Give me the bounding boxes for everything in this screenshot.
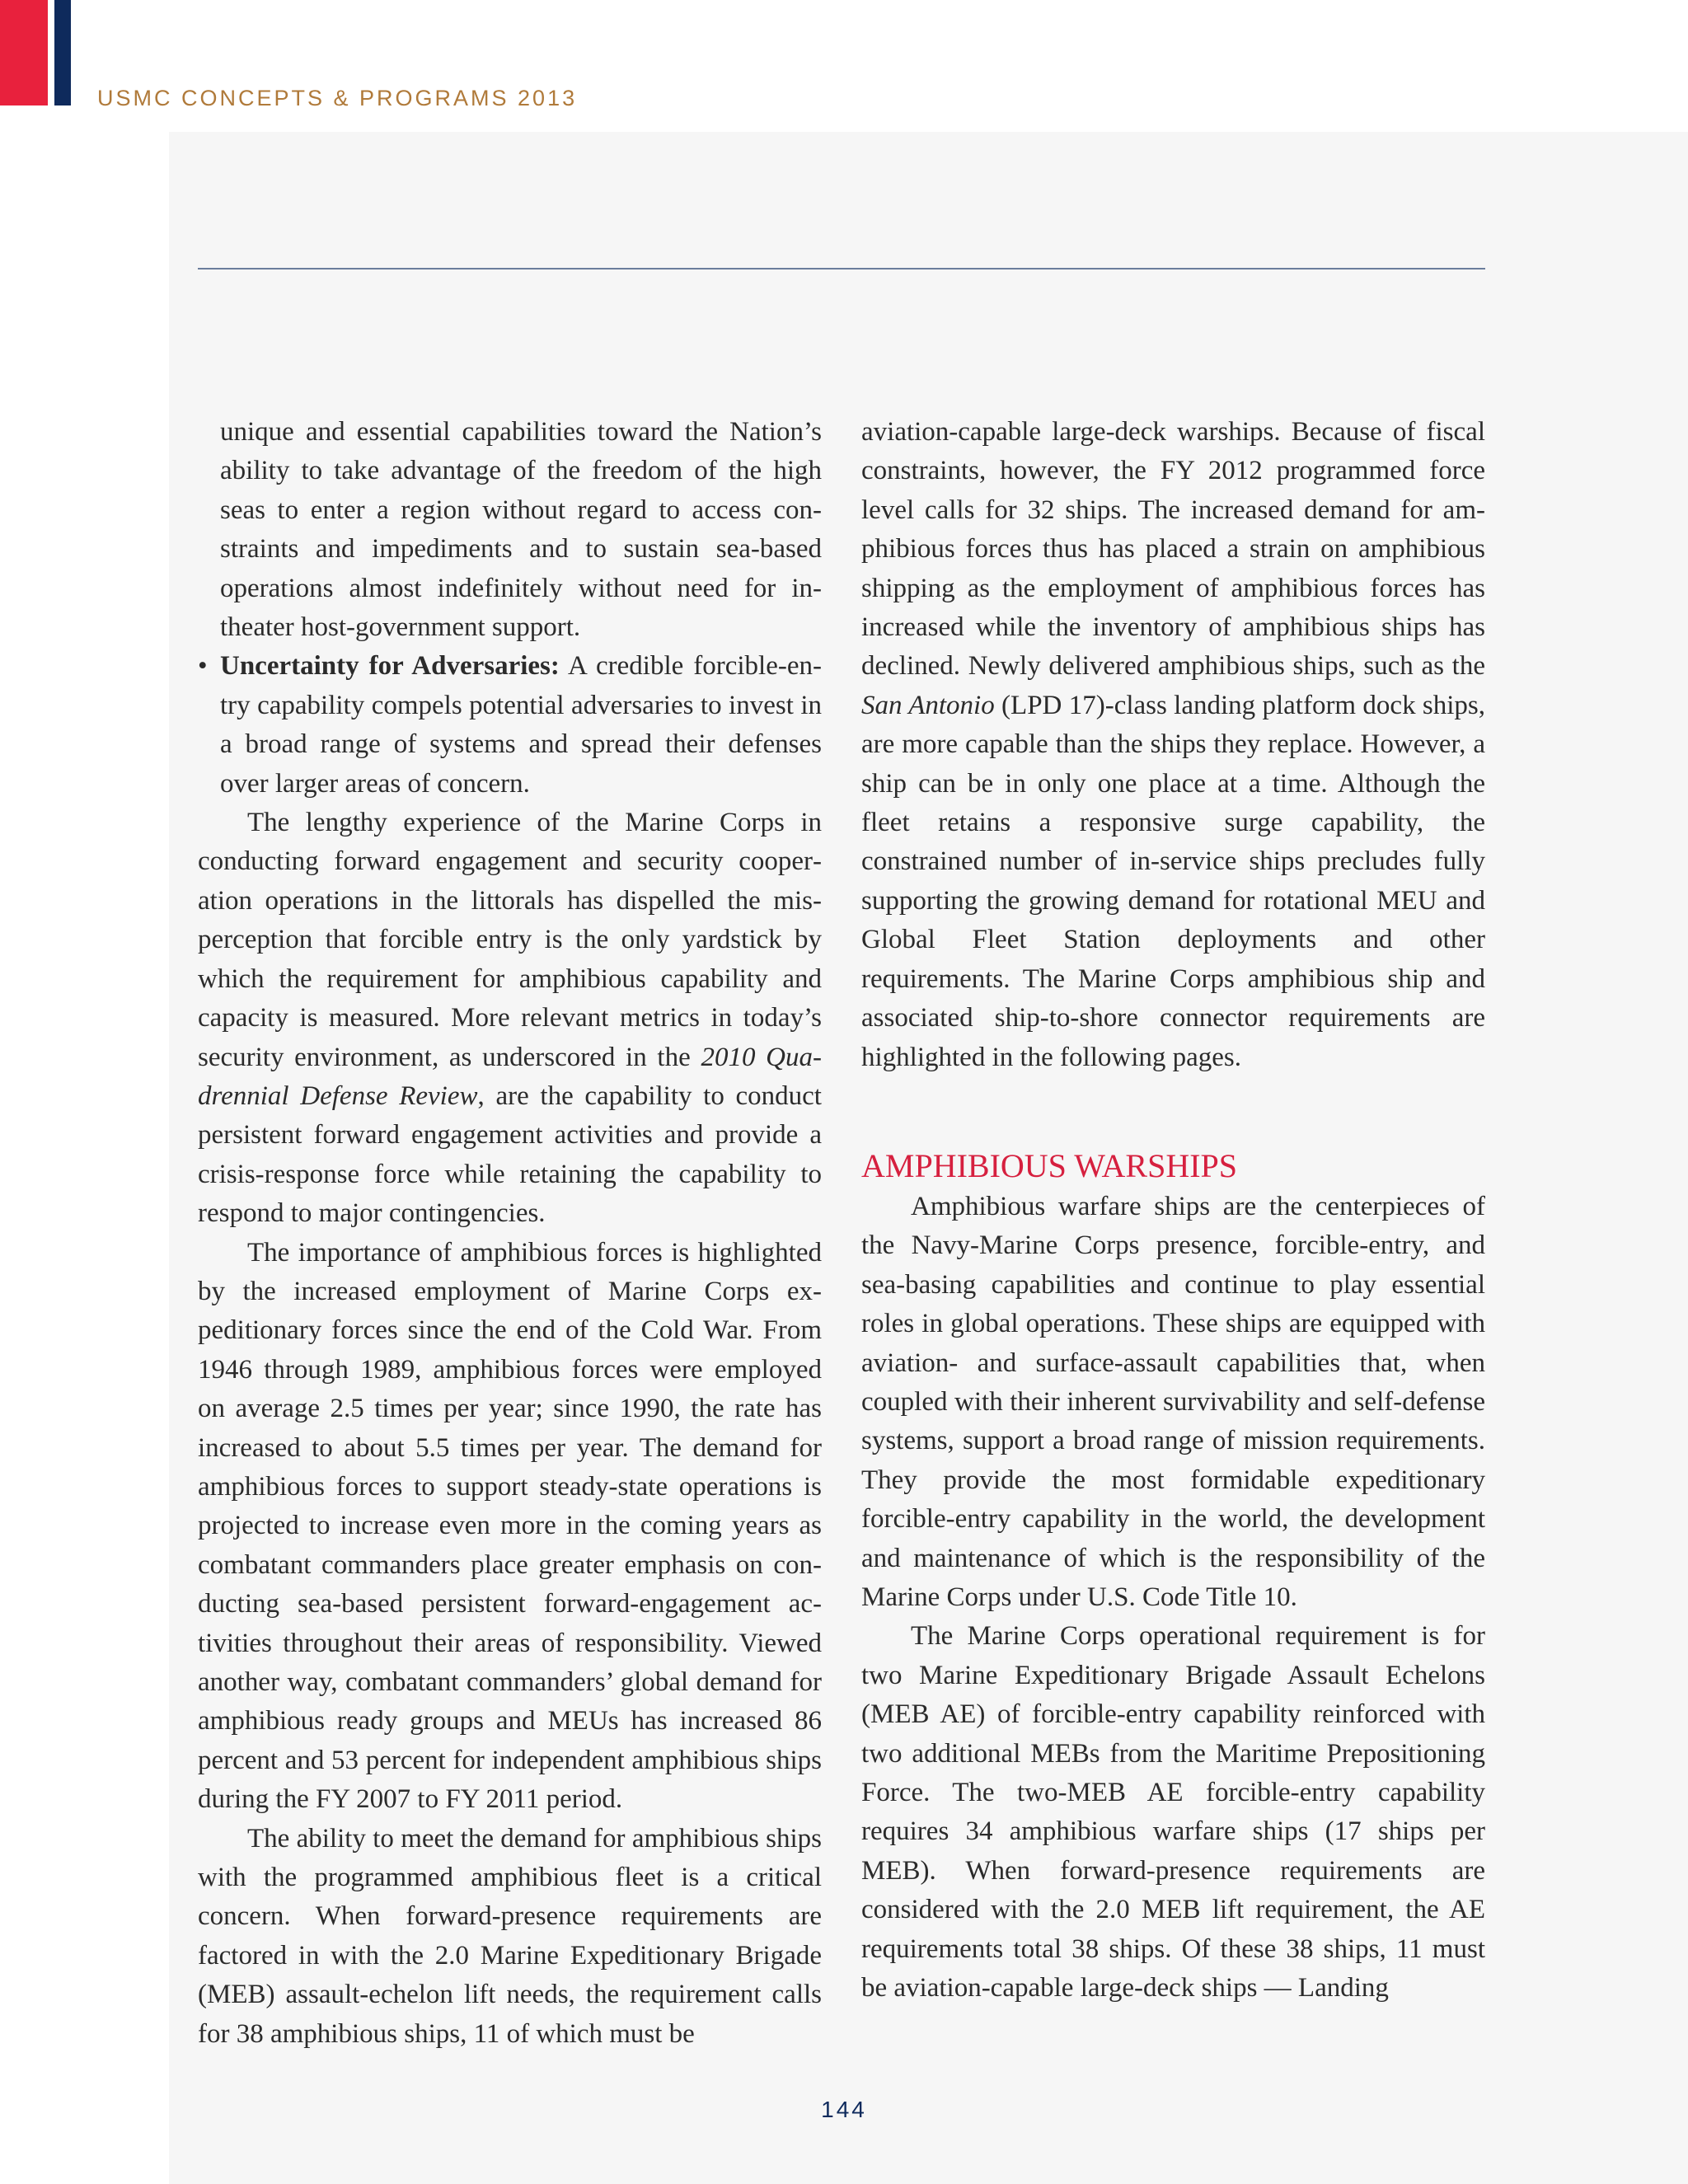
bullet-icon: •: [198, 651, 208, 682]
header-rule: [198, 268, 1485, 269]
paragraph: The Marine Corps operational requirement is for two Marine Expeditionary Brigade Assault Echelons (MEB AE) of forcible-entry capability reinforced with two additional MEBs from the Maritime Prepositioning Force. The two-MEB AE forcible-entry capability requires 34 amphibious warfare ships (17 ships per MEB). When forward-presence requirements are considered with the 2.0 MEB lift requirement, the AE requirements total 38 ships. Of these 38 ships, 11 must be aviation-capable large-deck ships — Landing: [861, 1621, 1485, 2004]
section-heading: AMPHIBIOUS WARSHIPS: [861, 1146, 1238, 1184]
paragraph: The importance of amphibious forces is highlighted by the increased employment of Marine Corps expeditionary forces since the end of the Cold War. From 1946 through 1989, amphibious forces were employed on average 2.5 times per year; since 1990, the rate has increased to about 5.5 times per year. The demand for amphibious forces to support steady-state operations is projected to increase even more in the coming years as combatant commanders place greater emphasis on conducting sea-based persistent forward-engagement activities throughout their areas of responsibility. Viewed another way, combatant commanders’ global demand for amphibious ready groups and MEUs has increased 86 percent and 53 percent for independent amphibious ships during the FY 2007 to FY 2011 period.: [198, 1237, 822, 1815]
corner-accent-red: [0, 0, 48, 105]
paragraph: [861, 413, 1485, 1077]
bullet-term: Uncertainty for Adversaries:: [220, 651, 560, 682]
corner-accent-navy: [54, 0, 71, 105]
paragraph: Amphibious warfare ships are the centerpieces of the Navy-Marine Corps presence, forcible-entry, and sea-basing capabilities and continue to play essential roles in global operations. These ships are equipped with aviation- and surface-assault capabilities that, when coupled with their inherent survivability and self-defense systems, support a broad range of mission requirements. They provide the most formidable expeditionary forcible-entry capability in the world, the development and maintenance of which is the responsibility of the Marine Corps under U.S. Code Title 10.: [861, 1191, 1485, 1612]
ship-class-name: San Antonio: [861, 690, 995, 720]
right-column: [861, 413, 1485, 2008]
paragraph-text: , are the capability to conduct persistent forward engagement activities and provide a crisis-response force while retaining the capability to respond to major contingencies.: [198, 1080, 822, 1229]
bullet-item: [198, 647, 822, 804]
paragraph-text: (LPD 17)-class landing platform dock ships, are more capable than the ships they replace. However, a ship can be in only one place at a time. Although the fleet retains a responsive surge capability, the constrained number of in-service ships precludes fully supporting the growing demand for rotational MEU and Global Fleet Station deployments and other requirements. The Marine Corps amphibious ship and associated ship-to-shore connector requirements are highlighted in the following pages.: [861, 690, 1485, 1072]
bullet-text: A credible forcible-entry capability compels potential adversaries to invest in a broad range of systems and spread their defenses over larger areas of concern.: [220, 651, 823, 799]
publication-title: 2010 Quadrennial Defense Review: [198, 1042, 822, 1111]
left-column: [198, 413, 822, 2054]
paragraph-text: The lengthy experience of the Marine Corps in conducting forward engagement and security cooperation operations in the littorals has dispelled the misperception that forcible entry is the only yardstick by which the requirement for amphibious capability and capacity is measured. More relevant metrics in today’s security environment, as underscored in the: [198, 808, 822, 1072]
paragraph: The ability to meet the demand for amphibious ships with the programmed amphibious fleet is a critical concern. When forward-presence requirements are factored in with the 2.0 Marine Expeditionary Brigade (MEB) assault-echelon lift needs, the requirement calls for 38 amphibious ships, 11 of which must be: [198, 1823, 822, 2049]
bullet-continuation: unique and essential capabilities toward the Nation’s ability to take advantage of the freedom of the high seas to enter a region without regard to access constraints and impediments and to sustain sea-based operations almost indefinitely without need for intheater host-government support.: [220, 417, 822, 643]
page-number: 144: [821, 2097, 867, 2122]
paragraph: [198, 804, 822, 1233]
paragraph-text: aviation-capable large-deck warships. Because of fiscal constraints, however, the FY 2012 programmed force level calls for 32 ships. The increased demand for amphibious forces thus has placed a strain on amphibious shipping as the employment of amphibious forces has increased while the inventory of amphibious ships has declined. Newly delivered amphibious ships, such as the: [861, 417, 1485, 682]
running-header: USMC CONCEPTS & PROGRAMS 2013: [97, 86, 578, 110]
